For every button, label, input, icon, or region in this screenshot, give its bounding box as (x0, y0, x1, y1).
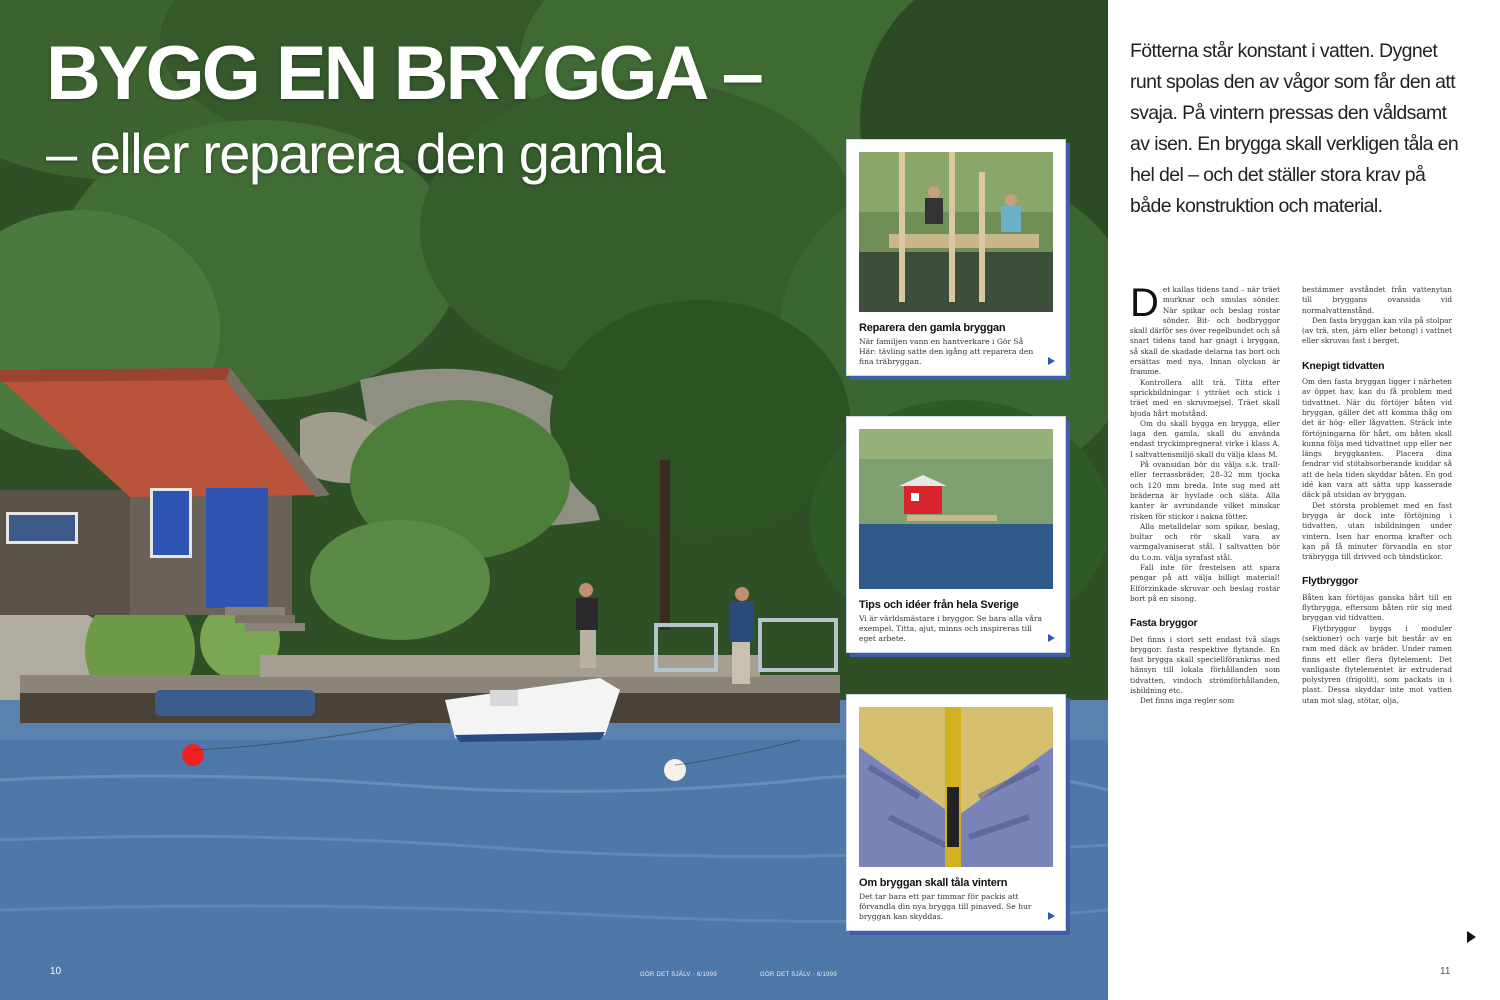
page-number-right: 11 (1440, 966, 1451, 977)
card-winter-title: Om bryggan skall tåla vintern (859, 877, 1008, 889)
article-paragraph: Det kallas tidens tand – när träet murknar och smulas sönder. När spikar och beslag rostar sönder. Bit- och bodbryggor skall därför ses över regelbundet och så snart tidens tand har gnagt i bryggan, så skall de skadade delarna tas bort och ersättas med nya. Innan olyckan är framme. (1130, 281, 1280, 377)
article-paragraph: Det finns i stort sett endast två slags bryggor: fasta respektive flytande. En fast brygga skall speciellförankras med hänsyn till lokala förhållanden som tidvatten, vindoch strömförhållanden, isbildning etc. (1130, 634, 1280, 695)
card-tips[interactable] (846, 416, 1066, 653)
article-column-1 (1130, 281, 1280, 707)
article-paragraph: Båten kan förtöjas ganska hårt till en flytbrygga, eftersom båten rör sig med bryggan vid tidvatten. (1302, 592, 1452, 623)
card-repair-title: Reparera den gamla bryggan (859, 322, 1006, 334)
footer-note-right: GÖR DET SJÄLV · 6/1999 (760, 972, 838, 978)
subheading-knepigt-tidvatten: Knepigt tidvatten (1302, 359, 1385, 372)
lead-paragraph: Fötterna står konstant i vatten. Dygnet runt spolas den av vågor som får den att svaja. På vintern pressas den våldsamt av isen. En brygga skall verkligen tåla en hel del – och det ställer stora krav på både konstruktion och material. (1130, 40, 1459, 217)
article-paragraph: Kontrollera allt trä. Titta efter sprickbildningar i ytträet och stick i träet med en skruvmejsel. Träet skall bjuda hårt motstånd. (1130, 377, 1280, 418)
article-paragraph: På ovansidan bör du välja s.k. trall- eller terrassbräder, 28–32 mm tjocka och 120 mm breda. Inte sug med att bräderna är hyvlade och släta. Alla kanter är avrundande vilket minskar risken för stickor i nakna fötter. (1130, 460, 1280, 521)
footer-note-left: GÖR DET SJÄLV · 6/1999 (640, 972, 718, 978)
article-paragraph: Fall inte för frestelsen att spara pengar på att välja billigt material! Elförzinkade skruvar och beslag rostar bort på en sisong. (1130, 563, 1280, 603)
card-winter-text: Det tar bara ett par timmar för packis att förvandla din nya brygga till pinaved. Se hur bryggan kan skyddas. (859, 892, 1032, 921)
card-tips-arrow-icon[interactable] (1048, 634, 1055, 642)
article-paragraph: Flytbryggor byggs i moduler (sektioner) och varje bit består av en ram med däck av bräder. Under ramen finns ett eller flera flytelement. Det vanligaste flytelementet är extruderad polystyren (frigolit), som packats in i plast. Dessa skyddar inte mot vatten utan mot slag, stötar, olja, (1302, 623, 1452, 705)
headline: BYGG EN BRYGGA – (46, 31, 761, 116)
card-repair-photo (859, 152, 1053, 312)
article-paragraph: Det finns inga regler som (1140, 696, 1235, 706)
subheadline: – eller reparera den gamla (46, 122, 664, 185)
card-winter-photo (859, 707, 1053, 867)
card-tips-photo (859, 429, 1053, 589)
subheading-flytbryggor: Flytbryggor (1302, 575, 1359, 588)
article-paragraph: Om den fasta bryggan ligger i närheten av öppet hav, kan du få problem med tidvattnet. När du förtöjer båten vid bryggan, gäller det att komma ihåg om det är hög- eller lågvatten. Sträck inte förtöjningarna för hårt, om båten skall kunna följa med tidvattnet upp eller ner längs bryggkanten. Placera dina fendrar vid stötabsorberande kuddar så att de hela tiden skyddar båten. En god idé kan vara att sätta upp kasserade däck på utsidan av bryggan. (1302, 377, 1452, 500)
article-paragraph: Alla metalldelar som spikar, beslag, bultar och rör skall vara av varmgalvaniserat stål. I saltvatten bör du t.o.m. välja syrafast stål. (1130, 521, 1280, 562)
subheading-fasta-bryggor: Fasta bryggor (1130, 617, 1198, 630)
page-number-left: 10 (50, 966, 62, 977)
card-winter-arrow-icon[interactable] (1048, 912, 1055, 920)
continue-arrow-icon[interactable] (1467, 931, 1476, 943)
article-paragraph: Det största problemet med en fast brygga är dock inte förtöjning i tidvatten, utan isbildningen under vintern. Isen har enorma krafter och kan på få minuter förvandla en stor träbrygga till drivved och tändstickor. (1302, 500, 1452, 562)
article-paragraph: bestämmer avståndet från vattenytan till bryggans ovansida vid normalvattenstånd. (1302, 285, 1452, 315)
card-repair-arrow-icon[interactable] (1048, 357, 1055, 365)
card-repair-text: När familjen vann en hantverkare i Gör Så Här: tävling satte den igång att reparera den fina träbryggan. (859, 337, 1034, 366)
card-tips-title: Tips och idéer från hela Sverige (859, 599, 1019, 611)
article-paragraph: Den fasta bryggan kan vila på stolpar (av trä, sten, järn eller betong) i vattnet eller skruvas fast i berget. (1302, 315, 1452, 346)
card-winter[interactable] (846, 694, 1066, 931)
dropcap: D (1130, 281, 1159, 325)
article-paragraph: Om du skall bygga en brygga, eller laga den gamla, skall du använda endast tryckimpregnerat virke i klass A. I saltvattensmiljö skall du välja klass M. (1130, 418, 1280, 459)
card-tips-text: Vi är världsmästare i bryggor. Se bara alla våra exempel. Titta, ajut, minns och inspireras till eget arbete. (859, 614, 1043, 643)
article-column-2 (1302, 285, 1452, 706)
card-repair[interactable] (846, 139, 1066, 376)
